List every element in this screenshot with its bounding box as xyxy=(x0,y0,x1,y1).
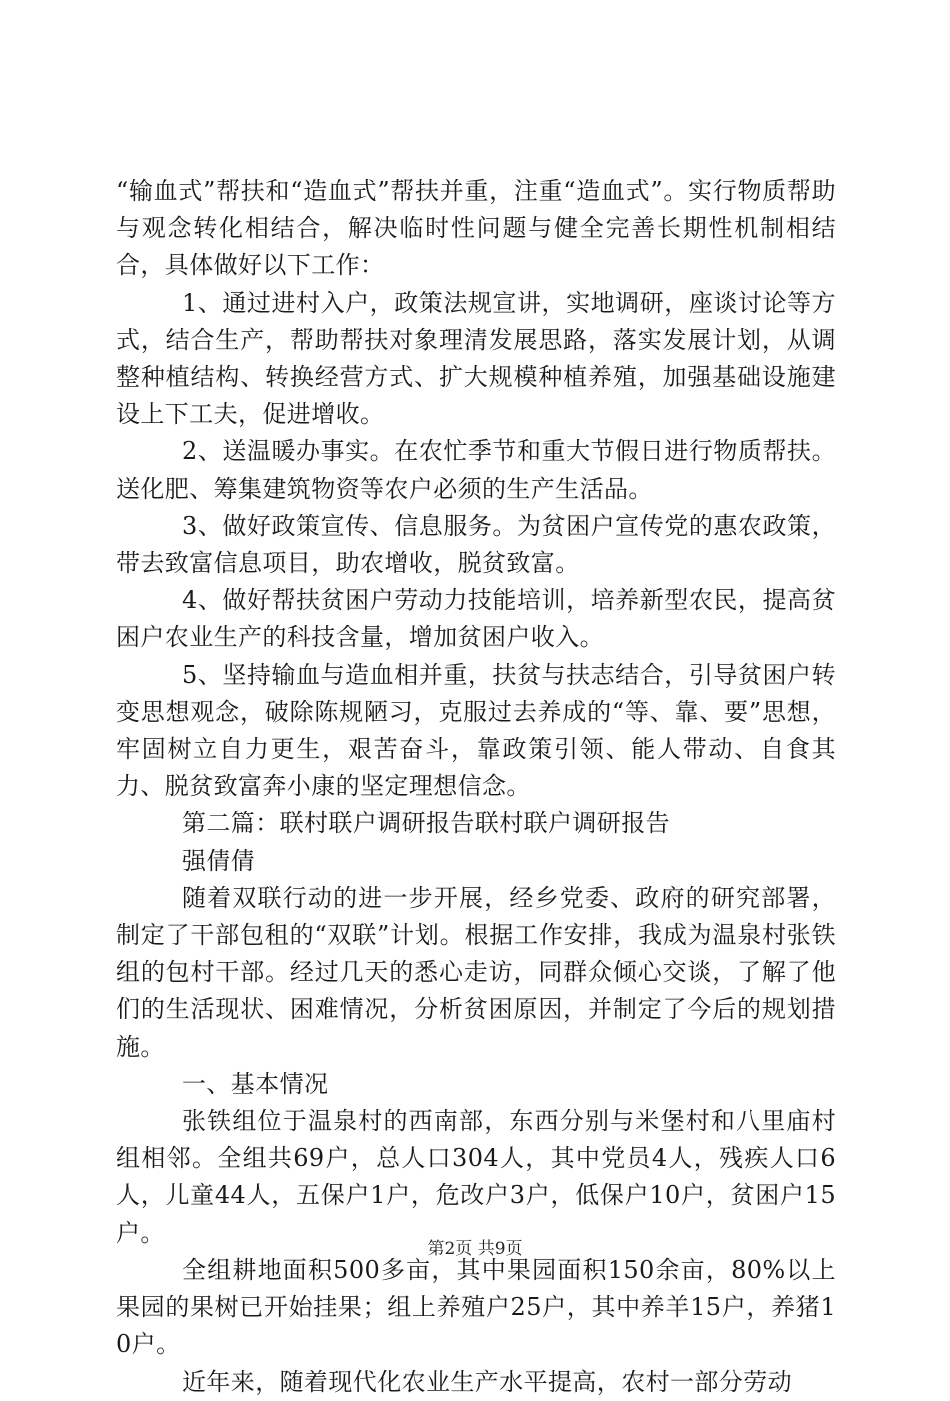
paragraph-3: 2、送温暖办事实。在农忙季节和重大节假日进行物质帮扶。送化肥、筹集建筑物资等农户必须的生产生活品。 xyxy=(116,437,836,503)
paragraph-2: 1、通过进村入户，政策法规宣讲，实地调研，座谈讨论等方式，结合生产，帮助帮扶对象理清发展思路，落实发展计划，从调整种植结构、转换经营方式、扩大规模种植养殖，加强基础设施建设上下工夫，促进增收。 xyxy=(116,288,836,429)
document-body xyxy=(116,173,836,1401)
paragraph-13: 近年来，随着现代化农业生产水平提高，农村一部分劳动 xyxy=(182,1367,792,1396)
page-number-footer: 第2页 共9页 xyxy=(427,1239,523,1259)
paragraph-5: 4、做好帮扶贫困户劳动力技能培训，培养新型农民，提高贫困户农业生产的科技含量，增加贫困户收入。 xyxy=(116,586,836,652)
section-heading: 第二篇：联村联户调研报告联村联户调研报告 xyxy=(182,809,670,838)
subsection-heading: 一、基本情况 xyxy=(182,1069,329,1098)
paragraph-11: 张铁组位于温泉村的西南部，东西分别与米堡村和八里庙村组相邻。全组共69户，总人口304人，其中党员4人，残疾人口6人，儿童44人，五保户1户，危改户3户，低保户10户，贫困户15户。 xyxy=(116,1107,836,1247)
author-name: 强倩倩 xyxy=(182,846,256,875)
paragraph-1: “输血式”帮扶和“造血式”帮扶并重，注重“造血式”。实行物质帮助与观念转化相结合，解决临时性问题与健全完善长期性机制相结合，具体做好以下工作： xyxy=(116,177,836,280)
paragraph-6: 5、坚持输血与造血相并重，扶贫与扶志结合，引导贫困户转变思想观念，破除陈规陋习，克服过去养成的“等、靠、要”思想，牢固树立自力更生，艰苦奋斗，靠政策引领、能人带动、自食其力、脱贫致富奔小康的坚定理想信念。 xyxy=(116,660,836,801)
paragraph-9: 随着双联行动的进一步开展，经乡党委、政府的研究部署，制定了干部包租的“双联”计划。根据工作安排，我成为温泉村张铁组的包村干部。经过几天的悉心走访，同群众倾心交谈，了解了他们的生活现状、困难情况，分析贫困原因，并制定了今后的规划措施。 xyxy=(116,883,836,1061)
paragraph-4: 3、做好政策宣传、信息服务。为贫困户宣传党的惠农政策，带去致富信息项目，助农增收，脱贫致富。 xyxy=(116,511,836,578)
paragraph-12: 全组耕地面积500多亩，其中果园面积150余亩，80%以上果园的果树已开始挂果；组上养殖户25户，其中养羊15户，养猪10户。 xyxy=(116,1255,836,1359)
